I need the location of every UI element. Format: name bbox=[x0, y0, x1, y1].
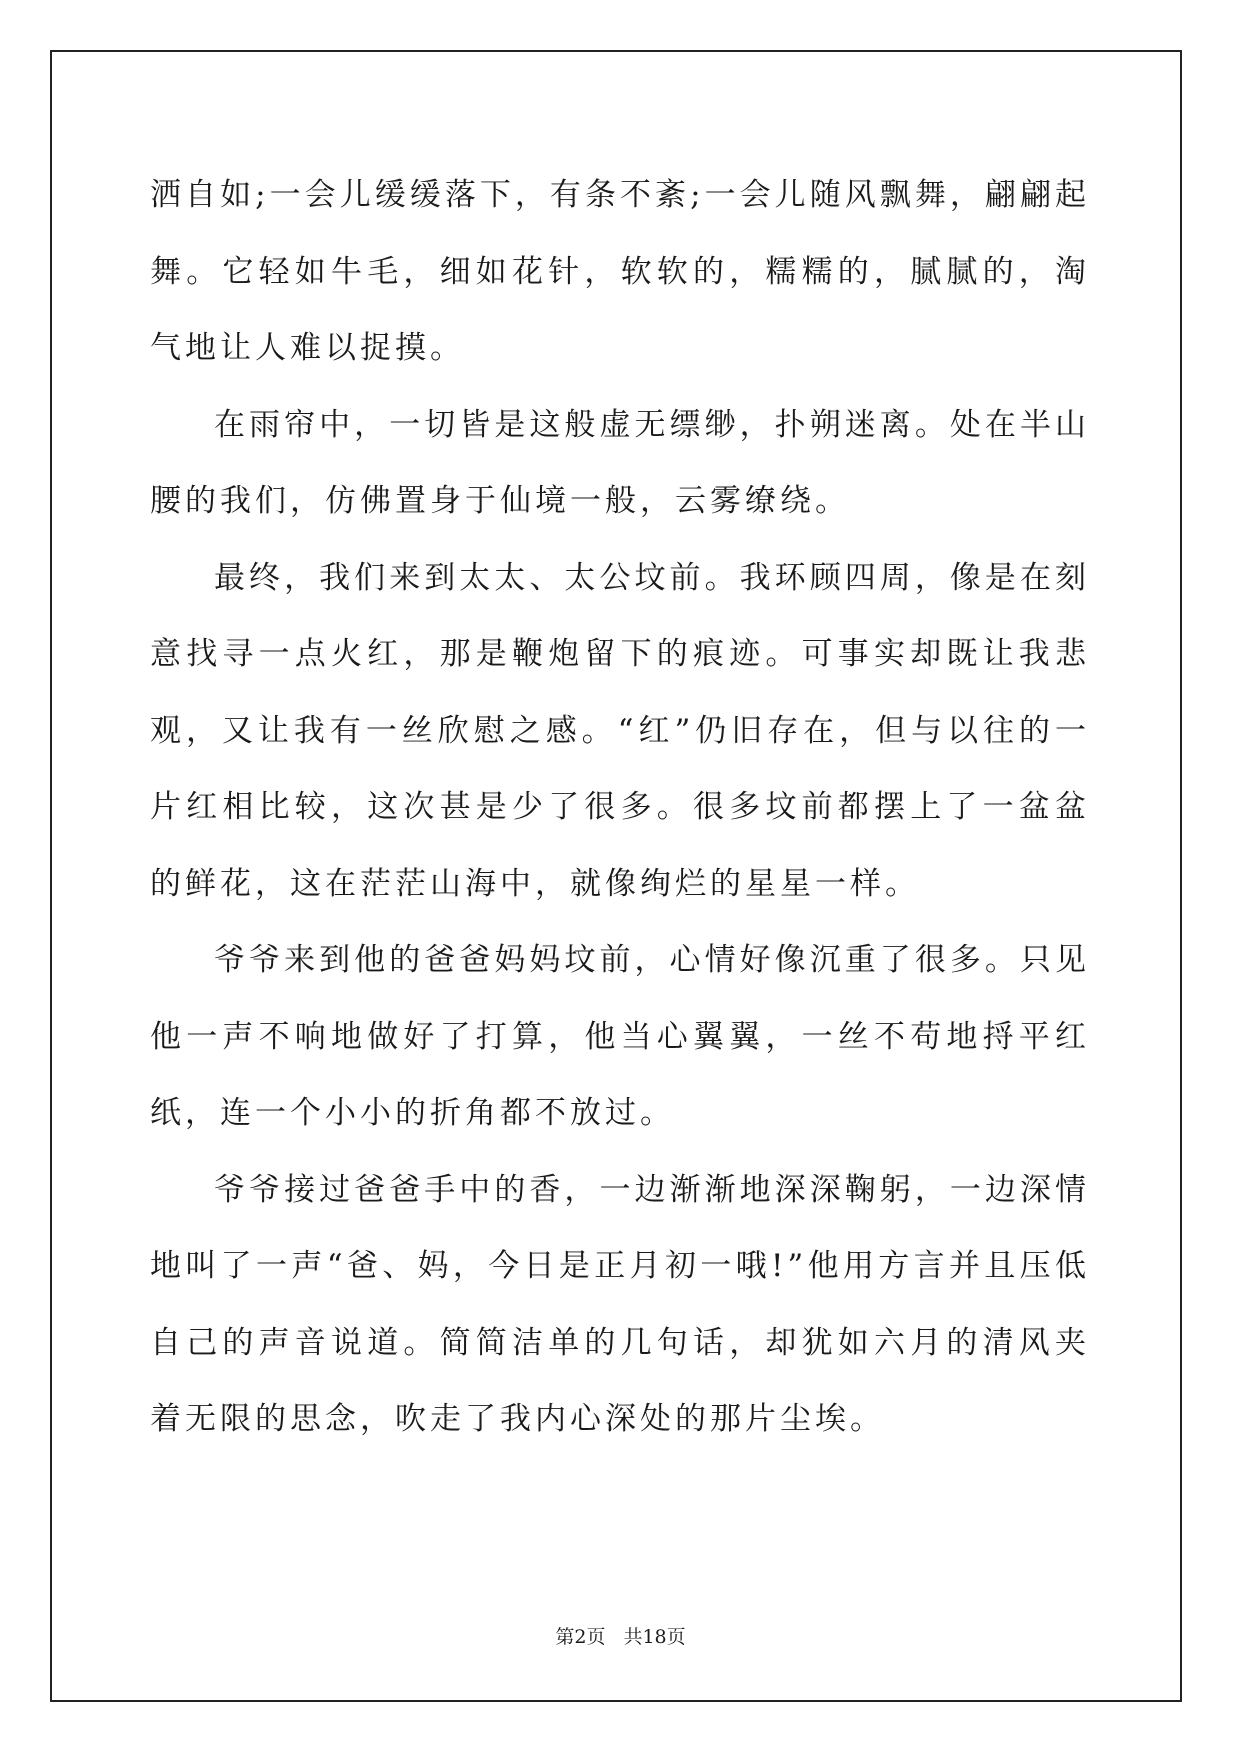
page-number: 第2页 bbox=[555, 1626, 606, 1648]
paragraph-4: 爷爷来到他的爸爸妈妈坟前，心情好像沉重了很多。只见他一声不响地做好了打算，他当心翼翼，一丝不苟地捋平红纸，连一个小小的折角都不放过。 bbox=[150, 942, 1090, 1131]
document-body bbox=[150, 157, 1090, 1458]
paragraph-5: 爷爷接过爸爸手中的香，一边渐渐地深深鞠躬，一边深情地叫了一声“爸、妈，今日是正月初一哦!”他用方言并且压低自己的声音说道。简简洁单的几句话，却犹如六月的清风夹着无限的思念，吹走了我内心深处的那片尘埃。 bbox=[150, 1171, 1090, 1437]
page-total: 共18页 bbox=[623, 1626, 686, 1648]
paragraph-2: 在雨帘中，一切皆是这般虚无缥缈，扑朔迷离。处在半山腰的我们，仿佛置身于仙境一般，云雾缭绕。 bbox=[150, 406, 1090, 519]
paragraph-1: 洒自如;一会儿缓缓落下，有条不紊;一会儿随风飘舞，翩翩起舞。它轻如牛毛，细如花针，软软的，糯糯的，腻腻的，淘气地让人难以捉摸。 bbox=[150, 177, 1090, 366]
page-footer bbox=[0, 1622, 1241, 1649]
paragraph-3: 最终，我们来到太太、太公坟前。我环顾四周，像是在刻意找寻一点火红，那是鞭炮留下的痕迹。可事实却既让我悲观，又让我有一丝欣慰之感。“红”仍旧存在，但与以往的一片红相比较，这次甚是少了很多。很多坟前都摆上了一盆盆的鲜花，这在茫茫山海中，就像绚烂的星星一样。 bbox=[150, 559, 1090, 902]
